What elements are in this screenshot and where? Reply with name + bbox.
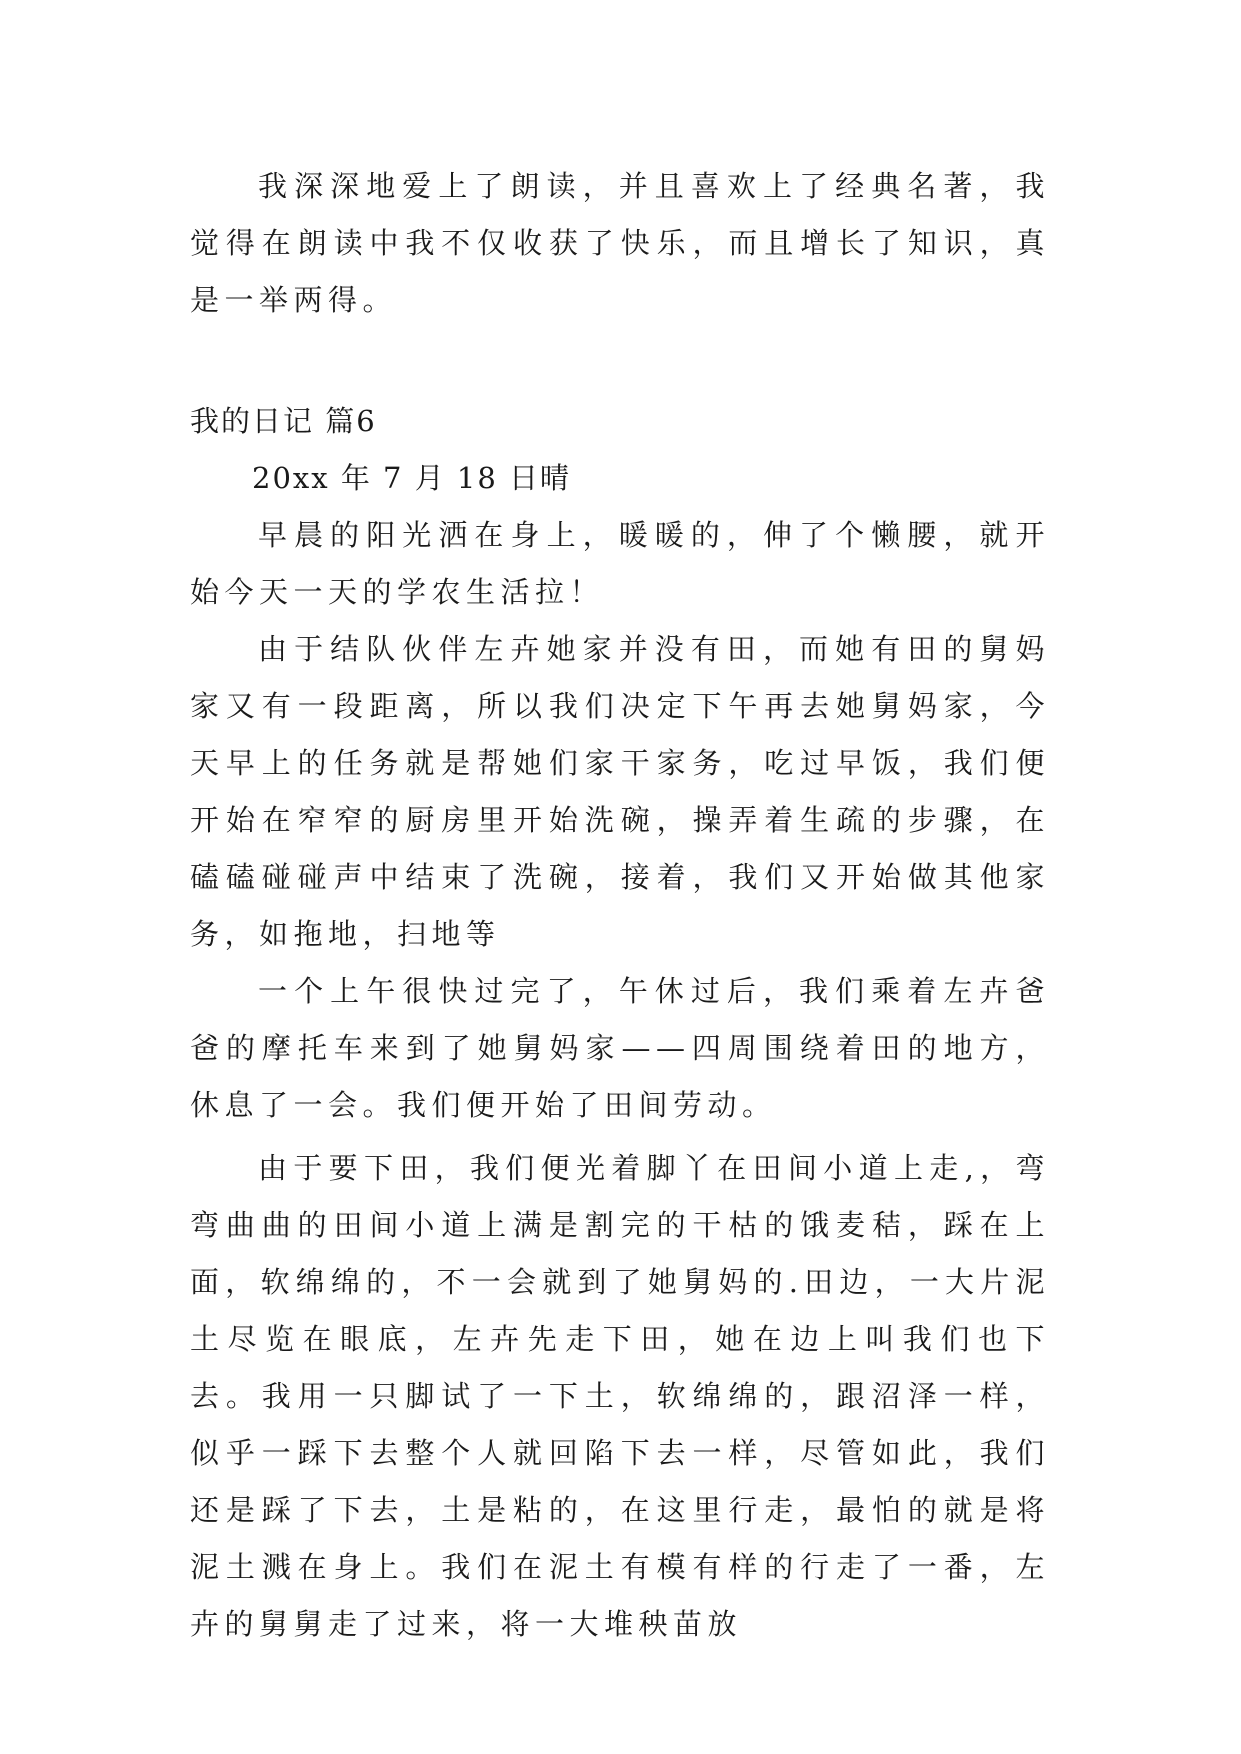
paragraph-field-work: 由于要下田，我们便光着脚丫在田间小道上走,，弯弯曲曲的田间小道上满是割完的干枯的饿麦秸，踩在上面，软绵绵的，不一会就到了她舅妈的.田边，一大片泥土尽览在眼底，左卉先走下田，她在边上叫我们也下去。我用一只脚试了一下土，软绵绵的，跟沼泽一样，似乎一踩下去整个人就回陷下去一样，尽管如此，我们还是踩了下去，土是粘的，在这里行走，最怕的就是将泥土溅在身上。我们在泥土有模有样的行走了一番，左卉的舅舅走了过来，将一大堆秧苗放 [190,1151,1050,1641]
section-title: 我的日记 篇6 [190,404,377,438]
diary-date: 20xx 年 7 月 18 日晴 [252,461,572,495]
paragraph-morning: 早晨的阳光洒在身上，暖暖的，伸了个懒腰，就开始今天一天的学农生活拉！ [190,518,1050,609]
paragraph-afternoon: 一个上午很快过完了，午休过后，我们乘着左卉爸爸的摩托车来到了她舅妈家——四周围绕着田的地方，休息了一会。我们便开始了田间劳动。 [190,974,1050,1122]
section-gap [190,329,1050,393]
paragraph-reading-conclusion: 我深深地爱上了朗读，并且喜欢上了经典名著，我觉得在朗读中我不仅收获了快乐，而且增长了知识，真是一举两得。 [190,169,1050,317]
paragraph-housework: 由于结队伙伴左卉她家并没有田，而她有田的舅妈家又有一段距离，所以我们决定下午再去她舅妈家，今天早上的任务就是帮她们家干家务，吃过早饭，我们便开始在窄窄的厨房里开始洗碗，操弄着生疏的步骤，在磕磕碰碰声中结束了洗碗，接着，我们又开始做其他家务，如拖地，扫地等 [190,632,1050,951]
document-body [190,158,1050,1653]
